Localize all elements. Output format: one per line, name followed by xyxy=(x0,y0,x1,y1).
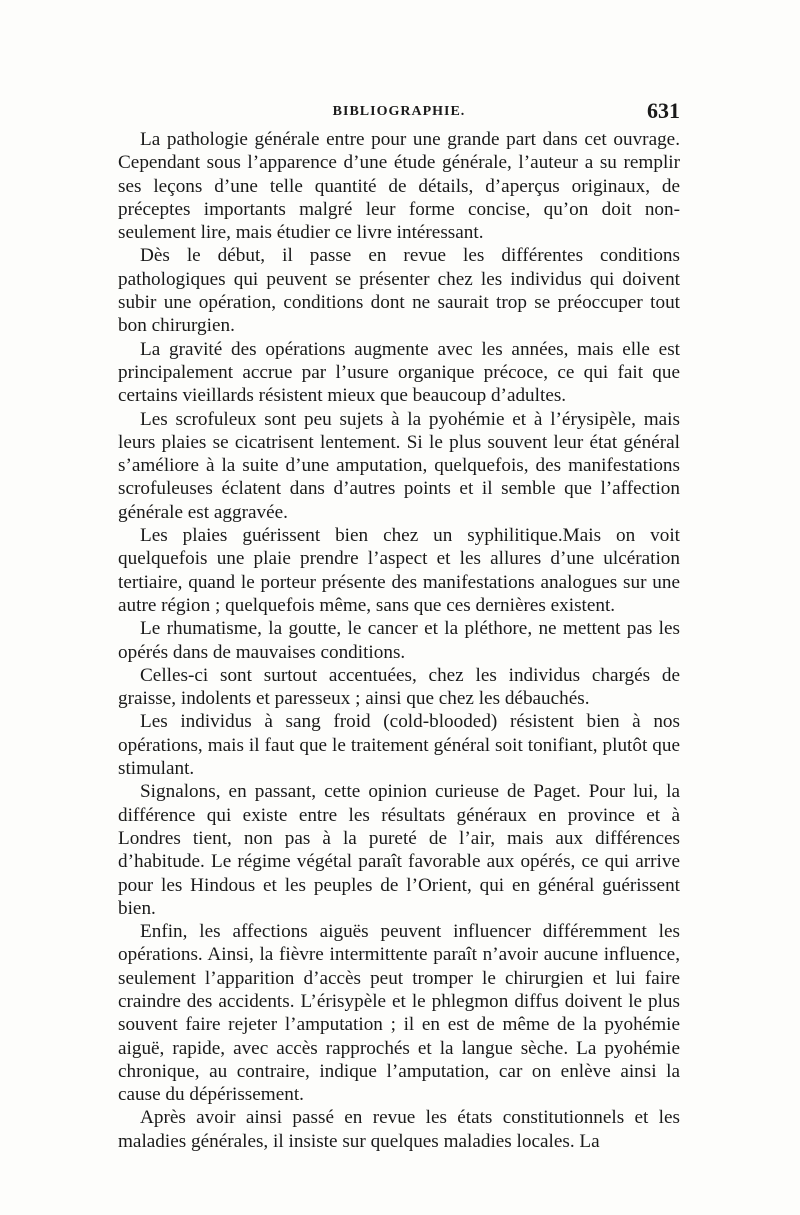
paragraph: Les individus à sang froid (cold-blooded) résistent bien à nos opérations, mais il faut que le traitement général soit tonifiant, plutôt que stimulant. xyxy=(118,711,680,780)
page-header xyxy=(118,98,680,126)
paragraph: Les plaies guérissent bien chez un syphilitique.Mais on voit quelquefois une plaie prendre l’aspect et les allures d’une ulcération tertiaire, quand le porteur présente des manifestations analogues sur une autre région ; quelquefois même, sans que ces dernières existent. xyxy=(118,525,680,616)
body-text xyxy=(118,128,680,1153)
paragraph: Celles-ci sont surtout accentuées, chez les individus chargés de graisse, indolents et paresseux ; ainsi que chez les débauchés. xyxy=(118,664,680,710)
paragraph: La pathologie générale entre pour une grande part dans cet ouvrage. Cependant sous l’apparence d’une étude générale, l’auteur a su remplir ses leçons d’une telle quantité de détails, d’aperçus originaux, de préceptes importants malgré leur forme concise, qu’on doit non-seulement lire, mais étudier ce livre intéressant. xyxy=(118,129,680,244)
paragraph: Dès le début, il passe en revue les différentes conditions pathologiques qui peuvent se présenter chez les individus qui doivent subir une opération, conditions dont ne saurait trop se préoccuper tout bon chirurgien. xyxy=(118,245,680,337)
paragraph: Le rhumatisme, la goutte, le cancer et la pléthore, ne mettent pas les opérés dans de mauvaises conditions. xyxy=(118,618,680,663)
paragraph: Enfin, les affections aiguës peuvent influencer différemment les opérations. Ainsi, la fièvre intermittente paraît n’avoir aucune influence, seulement l’apparition d’accès peut tromper le chirurgien et lui faire craindre des accidents. L’érisypèle et le phlegmon diffus doivent le plus souvent faire rejeter l’amputation ; il en est de même de la pyohémie aiguë, rapide, avec accès rapprochés et la langue sèche. La pyohémie chronique, au contraire, indique l’amputation, car on enlève ainsi la cause du dépérissement. xyxy=(118,921,680,1106)
paragraph: Après avoir ainsi passé en revue les états constitutionnels et les maladies générales, il insiste sur quelques maladies locales. La xyxy=(118,1107,680,1152)
paragraph: Les scrofuleux sont peu sujets à la pyohémie et à l’érysipèle, mais leurs plaies se cicatrisent lentement. Si le plus souvent leur état général s’améliore à la suite d’une amputation, quelquefois, des manifestations scrofuleuses éclatent dans d’autres points et il semble que l’affection générale est aggravée. xyxy=(118,408,680,523)
page-number: 631 xyxy=(647,98,680,123)
running-title: BIBLIOGRAPHIE. xyxy=(332,104,466,119)
paragraph: Signalons, en passant, cette opinion curieuse de Paget. Pour lui, la différence qui existe entre les résultats généraux en province et à Londres tient, non pas à la pureté de l’air, mais aux différences d’habitude. Le régime végétal paraît favorable aux opérés, ce qui arrive pour les Hindous et les peuples de l’Orient, qui en général guérissent bien. xyxy=(118,781,680,919)
paragraph: La gravité des opérations augmente avec les années, mais elle est principalement accrue par l’usure organique précoce, ce qui fait que certains vieillards résistent mieux que beaucoup d’adultes. xyxy=(118,338,680,407)
